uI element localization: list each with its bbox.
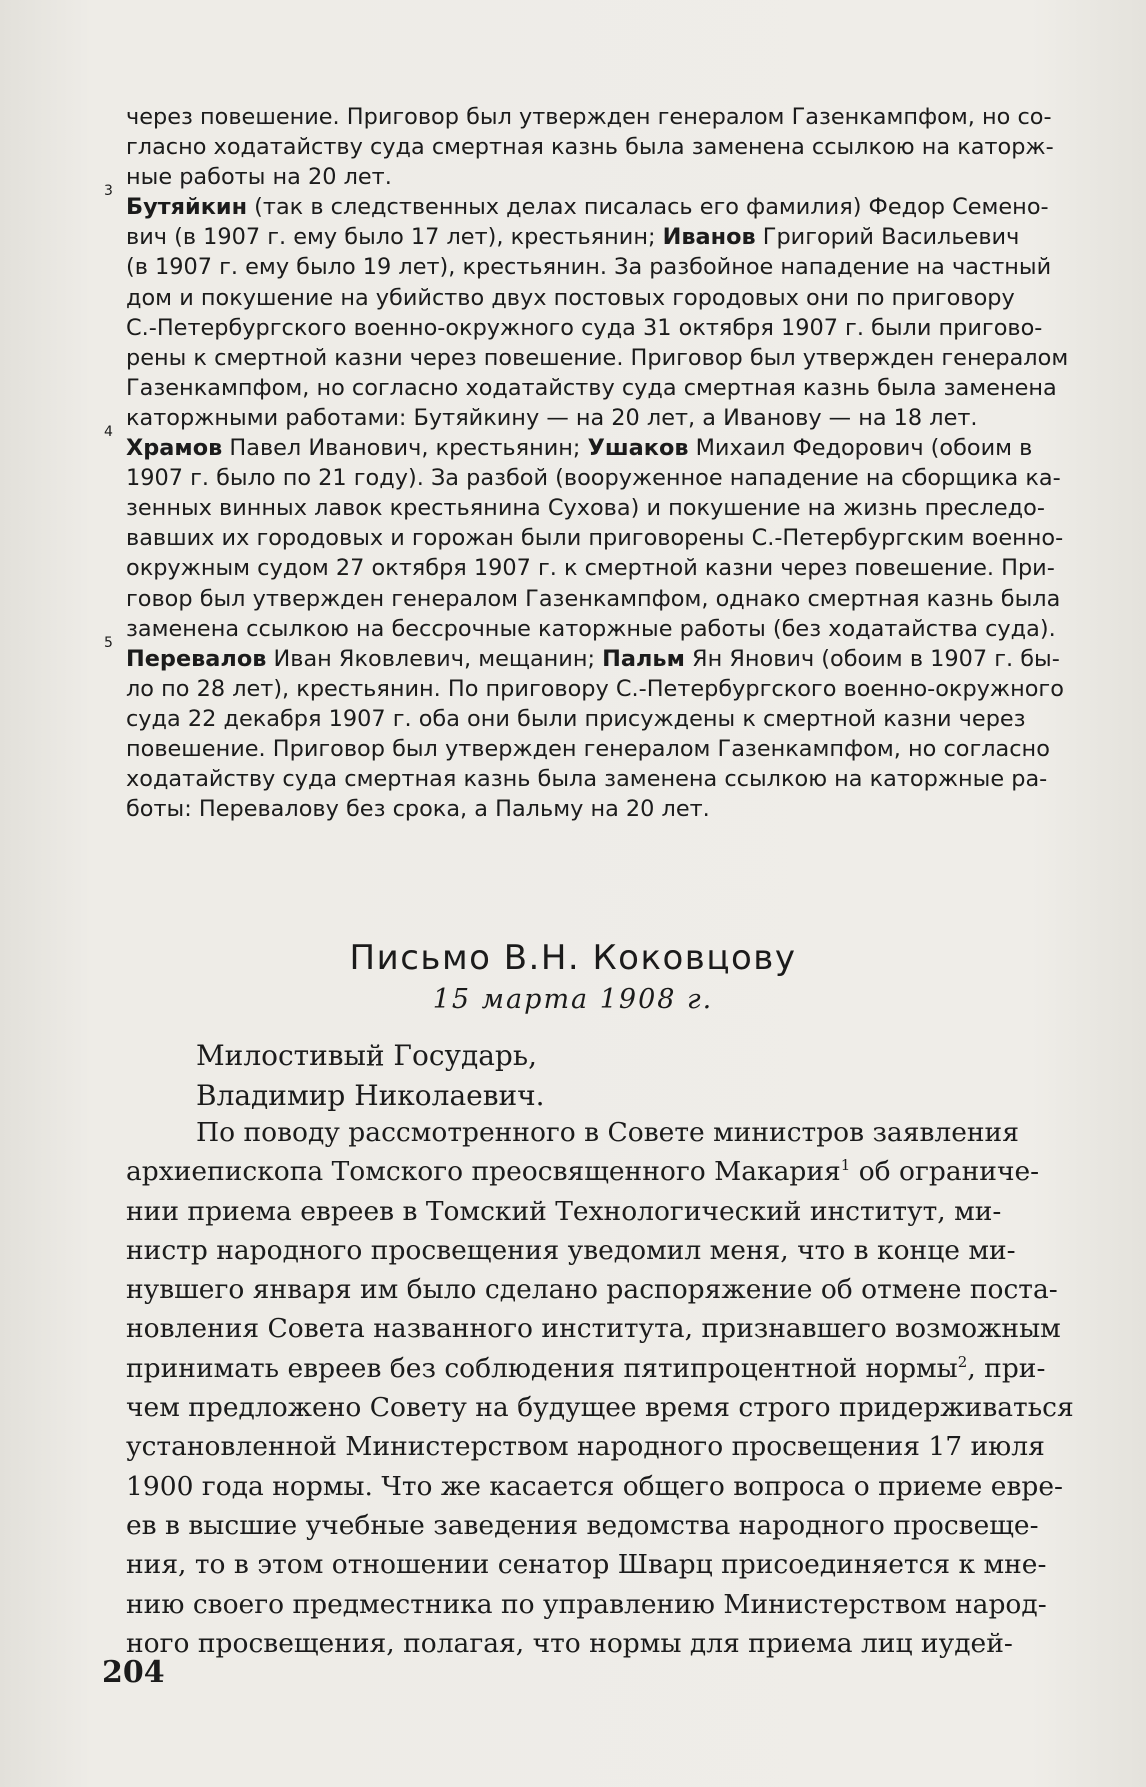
- footnote-line: 1907 г. было по 21 году). За разбой (вооруженное нападение на сборщика ка-: [126, 465, 1061, 492]
- footnote-continuation: [126, 102, 1070, 192]
- footnote-line: Газенкампфом, но согласно ходатайству суда смертная казнь была заменена: [126, 374, 1057, 401]
- footnote-line: каторжными работами: Бутяйкину — на 20 лет, а Иванову — на 18 лет.: [126, 404, 978, 431]
- footnote-line: повешение. Приговор был утвержден генералом Газенкампфом, но согласно: [126, 735, 1050, 762]
- footnote-line: С.-Петербургского военно-окружного суда 31 октября 1907 г. были пригово-: [126, 314, 1043, 341]
- footnote-name: Перевалов: [126, 645, 267, 672]
- footnote-line: боты: Перевалову без срока, а Пальму на 20 лет.: [126, 796, 710, 823]
- salutation-line: Владимир Николаевич.: [196, 1078, 545, 1112]
- footnote-marker: 5: [104, 634, 113, 651]
- footnote-line: вич (в 1907 г. ему было 17 лет), крестьянин; Иванов Григорий Васильевич: [126, 224, 1020, 251]
- footnote-name: Пальм: [602, 645, 685, 672]
- body-line: нистр народного просвещения уведомил меня, что в конце ми-: [126, 1234, 1016, 1266]
- footnote-line: Перевалов Иван Яковлевич, мещанин; Пальм Ян Янович (обоим в 1907 г. бы-: [126, 645, 1060, 672]
- letter-body: [126, 1113, 1074, 1663]
- footnote-line: Храмов Павел Иванович, крестьянин; Ушаков Михаил Федорович (обоим в: [126, 435, 1033, 462]
- footnote-line: вавших их городовых и горожан были приговорены С.-Петербургским военно-: [126, 525, 1064, 552]
- letter-title: Письмо В.Н. Коковцову: [349, 938, 797, 978]
- footnote-line: дом и покушение на убийство двух постовых городовых они по приговору: [126, 284, 1015, 311]
- footnote-marker: 3: [104, 183, 113, 200]
- body-line: По поводу рассмотренного в Совете министров заявления: [196, 1117, 1019, 1148]
- body-line: нию своего предместника по управлению Министерством народ-: [126, 1588, 1047, 1620]
- footnote-line: суда 22 декабря 1907 г. оба они были присуждены к смертной казни через: [126, 705, 1026, 732]
- body-line: новления Совета названного института, признавшего возможным: [126, 1313, 1061, 1345]
- body-line: ния, то в этом отношении сенатор Шварц присоединяется к мне-: [126, 1549, 1047, 1581]
- body-line: ев в высшие учебные заведения ведомства народного просвеще-: [126, 1509, 1039, 1541]
- footnote-ref: 2: [957, 1352, 968, 1371]
- footnote-3: [104, 183, 1070, 433]
- letter-salutation: [196, 1036, 545, 1115]
- footnote-line: гласно ходатайству суда смертная казнь была заменена ссылкою на каторж-: [126, 134, 1054, 161]
- footnote-ref: 1: [840, 1156, 851, 1175]
- body-line: ного просвещения, полагая, что нормы для приема лиц иудей-: [126, 1627, 1013, 1659]
- body-line: чем предложено Совету на будущее время строго придерживаться: [126, 1392, 1074, 1424]
- body-line: 1900 года нормы. Что же касается общего вопроса о приеме евре-: [126, 1470, 1063, 1502]
- footnote-line: Бутяйкин (так в следственных делах писалась его фамилия) Федор Семено-: [126, 194, 1049, 221]
- footnote-marker: 4: [104, 424, 113, 441]
- footnote-5: [104, 634, 1070, 825]
- letter-date: 15 марта 1908 г.: [432, 984, 714, 1015]
- footnote-line: (в 1907 г. ему было 19 лет), крестьянин. За разбойное нападение на частный: [126, 254, 1052, 281]
- footnote-line: окружным судом 27 октября 1907 г. к смертной казни через повешение. При-: [126, 555, 1055, 582]
- footnote-name: Ушаков: [587, 435, 689, 462]
- footnote-name: Бутяйкин: [126, 194, 248, 221]
- body-line: нувшего января им было сделано распоряжение об отмене поста-: [126, 1274, 1058, 1306]
- footnote-line: ходатайству суда смертная казнь была заменена ссылкою на каторжные ра-: [126, 766, 1048, 793]
- body-line: архиепископа Томского преосвященного Макария$^1$ об ограниче-: [126, 1156, 1040, 1188]
- footnote-line: через повешение. Приговор был утвержден генералом Газенкампфом, но со-: [126, 104, 1052, 130]
- body-line: установленной Министерством народного просвещения 17 июля: [126, 1431, 1045, 1463]
- footnote-name: Иванов: [662, 224, 756, 251]
- footnote-4: [104, 424, 1070, 644]
- footnote-line: заменена ссылкою на бессрочные каторжные работы (без ходатайства суда).: [126, 615, 1056, 642]
- page-number: 204: [102, 1655, 165, 1690]
- footnotes: [104, 102, 1070, 824]
- body-line: принимать евреев без соблюдения пятипроцентной нормы$^2$, при-: [126, 1352, 1046, 1384]
- salutation-line: Милостивый Государь,: [196, 1039, 537, 1072]
- footnote-line: ные работы на 20 лет.: [126, 164, 392, 191]
- footnote-line: зенных винных лавок крестьянина Сухова) и покушение на жизнь преследо-: [126, 495, 1045, 522]
- body-line: нии приема евреев в Томский Технологический институт, ми-: [126, 1195, 1002, 1227]
- footnote-line: ло по 28 лет), крестьянин. По приговору С.-Петербургского военно-окружного: [126, 675, 1064, 702]
- footnote-line: рены к смертной казни через повешение. Приговор был утвержден генералом: [126, 344, 1069, 371]
- footnote-line: говор был утвержден генералом Газенкампфом, однако смертная казнь была: [126, 585, 1061, 612]
- footnote-name: Храмов: [126, 435, 223, 462]
